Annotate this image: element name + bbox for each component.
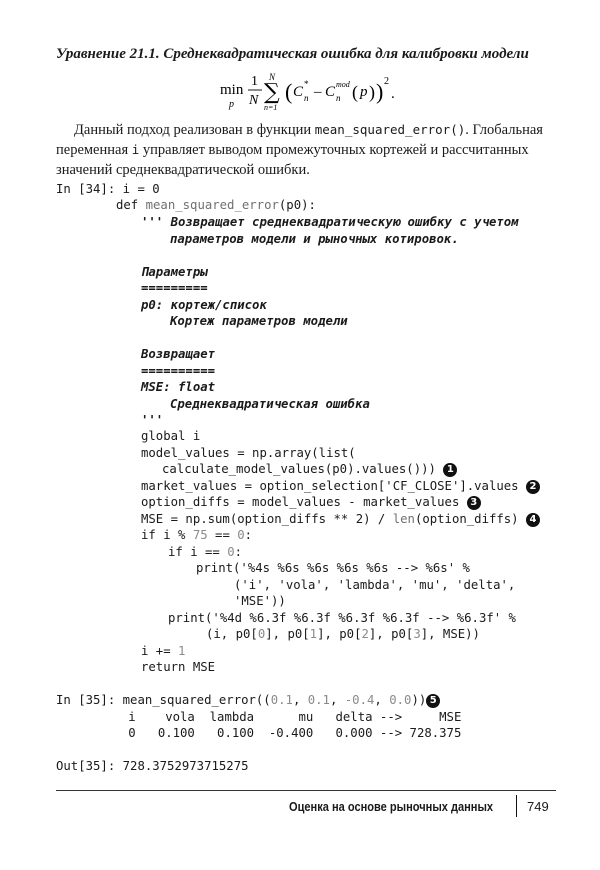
docstring-param-desc: Кортеж параметров модели <box>170 314 348 328</box>
eq-arg-open: ( <box>352 82 358 102</box>
docstring-params-rule: ========= <box>141 281 208 295</box>
code-line-out-35: Out[35]: 728.3752973715275 <box>56 759 249 773</box>
paragraph-line-3: значений среднеквадратической ошибки. <box>56 162 310 178</box>
paragraph-line-1: Данный подход реализован в функции mean_squared_error(). Глобальная <box>74 122 543 138</box>
code-line-print-header: print('%4s %6s %6s %6s %6s --> %6s' % <box>196 561 470 575</box>
eq-sum-sign: ∑ <box>264 80 280 105</box>
docstring-returns-rule: ========== <box>141 364 216 378</box>
body-paragraph <box>56 120 556 180</box>
eq-c-star-sub: n <box>304 93 309 103</box>
callout-1: 1 <box>443 463 457 477</box>
docstring-return-desc: Среднеквадратическая ошибка <box>170 397 370 411</box>
eq-square: 2 <box>384 76 389 87</box>
eq-min: min <box>220 82 244 98</box>
running-footer-title: Оценка на основе рыночных данных <box>288 799 493 814</box>
callout-5: 5 <box>426 694 440 708</box>
callout-2: 2 <box>526 480 540 494</box>
code-line-option-diffs: option_diffs = model_values - market_values 3 <box>141 494 481 510</box>
eq-sum-lower: n=1 <box>264 103 278 112</box>
eq-close-paren: ) <box>376 79 384 104</box>
code-line-model-values: model_values = np.array(list( <box>141 446 356 460</box>
code-line-if-mod: if i % 75 == 0: <box>141 528 253 542</box>
eq-arg-close: ) <box>369 82 375 102</box>
equation-caption: Уравнение 21.1. Среднеквадратическая ошибка для калибровки модели <box>56 46 529 62</box>
function-name: mean_squared_error <box>145 198 279 212</box>
inline-code-variable: i <box>131 142 140 157</box>
paragraph-line-2: переменная i управляет выводом промежуточных кортежей и рассчитанных <box>56 142 529 158</box>
eq-c-star: C <box>293 84 304 100</box>
docstring-close: ''' <box>141 413 164 427</box>
code-line-print-row: print('%4d %6.3f %6.3f %6.3f %6.3f --> %6.3f' % <box>168 611 516 625</box>
eq-open-paren: ( <box>285 79 293 104</box>
prompt-out-35: Out[35]: <box>56 759 123 773</box>
prompt-in-35: In [35]: <box>56 693 123 707</box>
eq-c-star-sup: * <box>304 79 309 89</box>
eq-frac-den: N <box>249 93 259 108</box>
eq-c-mod: C <box>325 84 336 100</box>
code-line-calc-model: calculate_model_values(p0).values())) 1 <box>162 461 457 477</box>
eq-frac-num: 1 <box>251 74 258 89</box>
output-header: i vola lambda mu delta --> MSE <box>106 710 462 724</box>
eq-dot: . <box>391 86 395 102</box>
footer-separator <box>516 795 517 817</box>
code-line-print-header-mse: 'MSE')) <box>234 594 286 608</box>
docstring-line-2: параметров модели и рыночных котировок. <box>170 232 459 246</box>
code-line-market-values: market_values = option_selection['CF_CLOSE'].values 2 <box>141 478 540 494</box>
eq-c-mod-sub: n <box>336 93 341 103</box>
page-number: 749 <box>527 799 549 814</box>
code-line-increment: i += 1 <box>141 644 186 658</box>
eq-sum-upper: N <box>269 72 276 82</box>
code-line-return: return MSE <box>141 660 216 674</box>
eq-arg: p <box>360 84 368 100</box>
code-line-global: global i <box>141 429 201 443</box>
code-line-1: In [34]: i = 0 <box>56 182 160 196</box>
eq-minus: – <box>314 84 322 100</box>
inline-code-function: mean_squared_error() <box>314 122 466 137</box>
code-line-2: def mean_squared_error(p0): <box>116 198 316 212</box>
docstring-param-p0: p0: кортеж/список <box>141 298 267 312</box>
docstring-line-1: ''' Возвращает среднеквадратическую ошибку с учетом <box>141 215 519 229</box>
output-row: 0 0.100 0.100 -0.400 0.000 --> 728.375 <box>106 726 462 740</box>
docstring-returns-heading: Возвращает <box>141 347 216 361</box>
eq-min-sub: p <box>229 99 234 110</box>
docstring-return-mse: MSE: float <box>141 380 216 394</box>
callout-4: 4 <box>526 513 540 527</box>
code-line-print-row-args: (i, p0[0], p0[1], p0[2], p0[3], MSE)) <box>206 627 480 641</box>
equation <box>220 72 420 120</box>
code-line-if-zero: if i == 0: <box>168 545 243 559</box>
footer-rule <box>56 790 556 791</box>
prompt-in-34: In [34]: <box>56 182 123 196</box>
code-line-call: In [35]: mean_squared_error((0.1, 0.1, -0.4, 0.0)) 5 <box>56 692 440 708</box>
eq-c-mod-sup: mod <box>336 80 350 89</box>
docstring-params-heading: Параметры <box>141 265 208 279</box>
code-line-mse: MSE = np.sum(option_diffs ** 2) / len(option_diffs) 4 <box>141 511 540 527</box>
callout-3: 3 <box>467 496 481 510</box>
code-line-print-header-args: ('i', 'vola', 'lambda', 'mu', 'delta', <box>234 578 516 592</box>
